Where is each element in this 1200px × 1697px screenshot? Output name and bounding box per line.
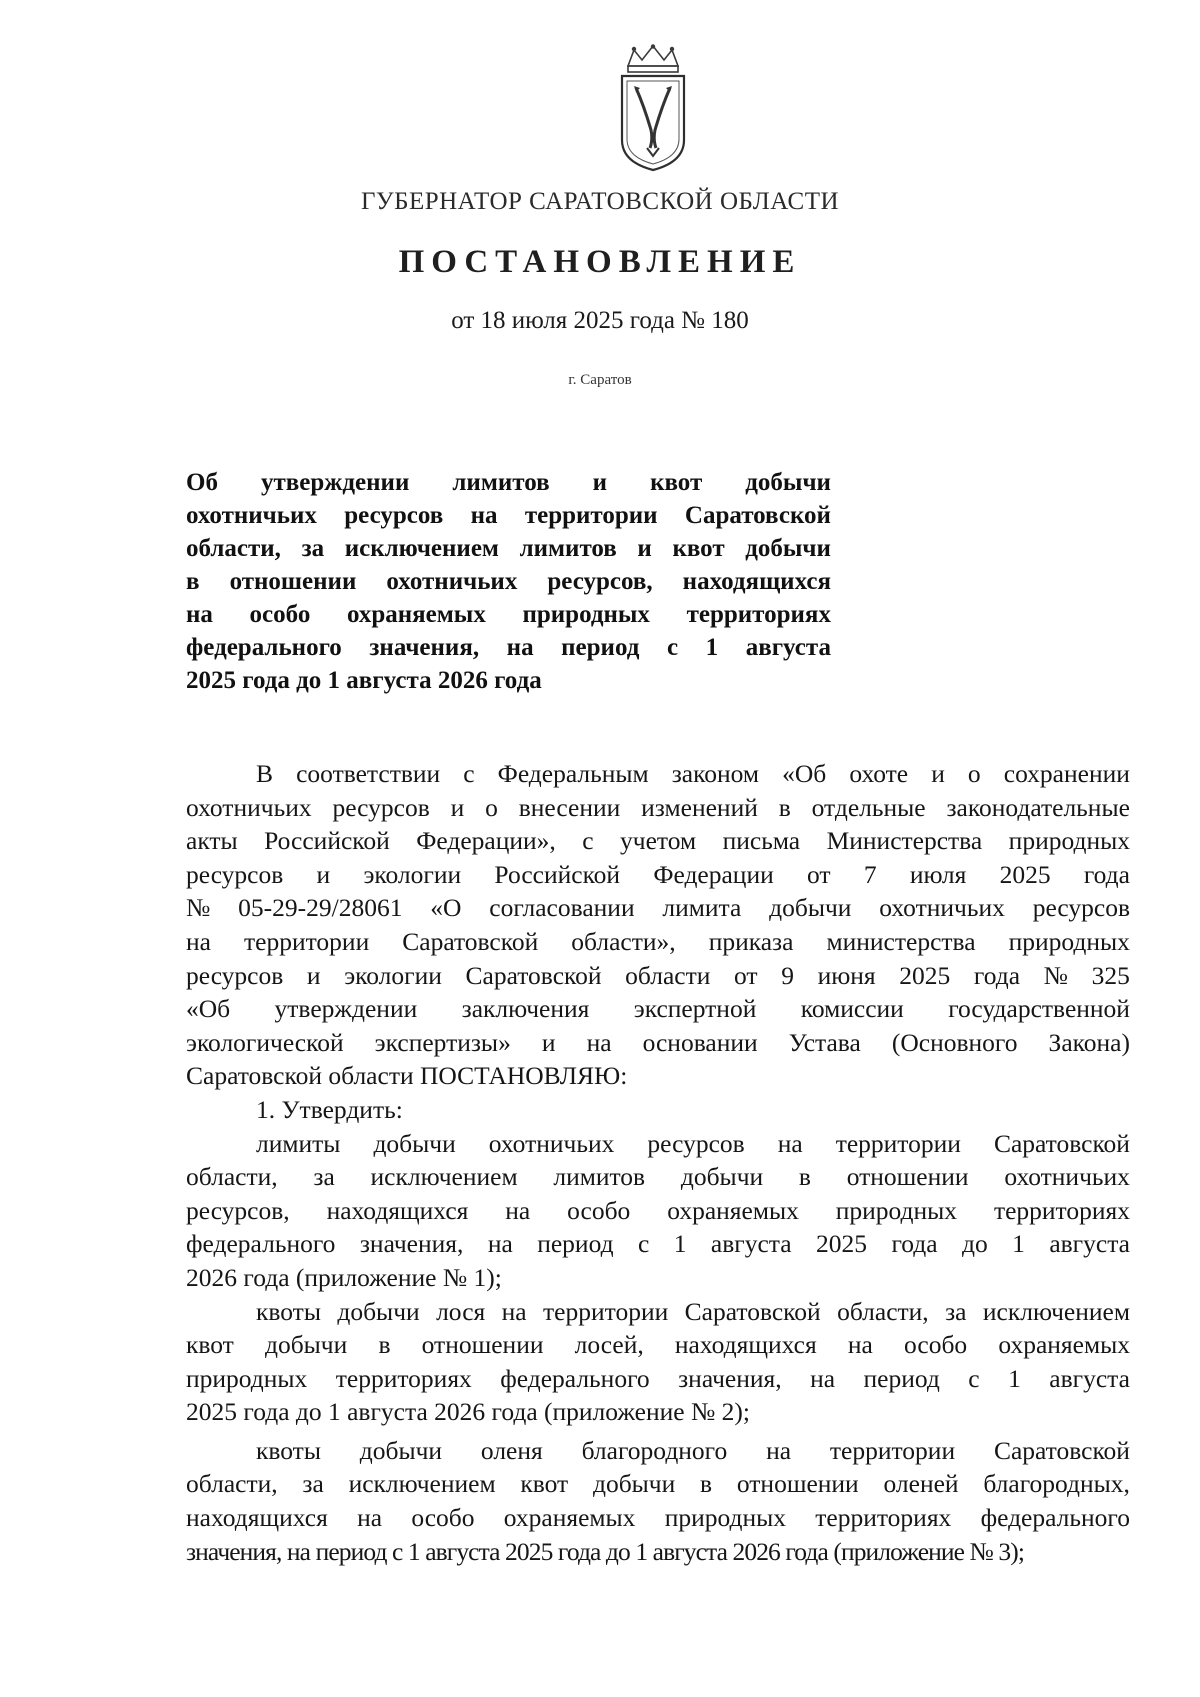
document-body bbox=[186, 757, 1130, 1568]
document-title bbox=[186, 466, 831, 697]
title-line: области, за исключением лимитов и квот добычи bbox=[186, 535, 831, 562]
title-line: федерального значения, на период с 1 августа bbox=[186, 634, 831, 661]
saratov-coat-of-arms-icon bbox=[614, 44, 692, 172]
title-line: 2025 года до 1 августа 2026 года bbox=[186, 667, 542, 694]
title-line: охотничьих ресурсов на территории Саратовской bbox=[186, 502, 831, 529]
text-line: квоты добычи оленя благородного на территории Саратовской bbox=[256, 1435, 1130, 1465]
text-line: «Об утверждении заключения экспертной комиссии государственной bbox=[186, 994, 1130, 1024]
document-date-number: от 18 июля 2025 года № 180 bbox=[451, 307, 749, 334]
text-line: лимиты добычи охотничьих ресурсов на территории Саратовской bbox=[256, 1128, 1130, 1158]
text-line: ресурсов и экологии Российской Федерации от 7 июля 2025 года bbox=[186, 859, 1130, 889]
preamble-paragraph bbox=[186, 757, 1130, 1093]
text-line: ресурсов, находящихся на особо охраняемых природных территориях bbox=[186, 1195, 1130, 1225]
text-line: области, за исключением квот добычи в отношении оленей благородных, bbox=[186, 1469, 1130, 1499]
text-line: экологической экспертизы» и на основании Устава (Основного Закона) bbox=[186, 1027, 1130, 1057]
issuing-authority: ГУБЕРНАТОР САРАТОВСКОЙ ОБЛАСТИ bbox=[360, 188, 840, 215]
text-line: акты Российской Федерации», с учетом письма Министерства природных bbox=[186, 826, 1130, 856]
text-line: природных территориях федерального значения, на период с 1 августа bbox=[186, 1363, 1130, 1393]
text-line: федерального значения, на период с 1 августа 2025 года до 1 августа bbox=[186, 1229, 1130, 1259]
text-line: квот добычи в отношении лосей, находящихся на особо охраняемых bbox=[186, 1330, 1130, 1360]
limits-paragraph bbox=[186, 1127, 1130, 1295]
text-line: 1. Утвердить: bbox=[256, 1094, 403, 1124]
title-line: на особо охраняемых природных территориях bbox=[186, 601, 831, 628]
text-line: квоты добычи лося на территории Саратовской области, за исключением bbox=[256, 1296, 1130, 1326]
item-1-heading bbox=[186, 1093, 1130, 1127]
text-line: 2025 года до 1 августа 2026 года (приложение № 2); bbox=[186, 1397, 751, 1427]
text-line: на территории Саратовской области», приказа министерства природных bbox=[186, 926, 1130, 956]
document-city: г. Саратов bbox=[568, 372, 632, 388]
title-line: в отношении охотничьих ресурсов, находящихся bbox=[186, 568, 831, 595]
red-deer-quota-paragraph bbox=[186, 1434, 1130, 1568]
document-type: ПОСТАНОВЛЕНИЕ bbox=[398, 244, 802, 280]
moose-quota-paragraph bbox=[186, 1295, 1130, 1429]
text-line: области, за исключением лимитов добычи в отношении охотничьих bbox=[186, 1162, 1130, 1192]
text-line: В соответствии с Федеральным законом «Об охоте и о сохранении bbox=[256, 759, 1130, 788]
text-line: Саратовской области ПОСТАНОВЛЯЮ: bbox=[186, 1061, 628, 1091]
text-line: 2026 года (приложение № 1); bbox=[186, 1262, 502, 1292]
title-line: Об утверждении лимитов и квот добычи bbox=[186, 469, 831, 496]
text-line: ресурсов и экологии Саратовской области от 9 июня 2025 года № 325 bbox=[186, 960, 1130, 990]
text-line: № 05-29-29/28061 «О согласовании лимита добычи охотничьих ресурсов bbox=[186, 893, 1130, 923]
text-line: находящихся на особо охраняемых природных территориях федерального bbox=[186, 1503, 1130, 1533]
text-line: охотничьих ресурсов и о внесении изменений в отдельные законодательные bbox=[186, 792, 1130, 822]
text-line: значения, на период с 1 августа 2025 года до 1 августа 2026 года (приложение № 3); bbox=[186, 1536, 1025, 1566]
